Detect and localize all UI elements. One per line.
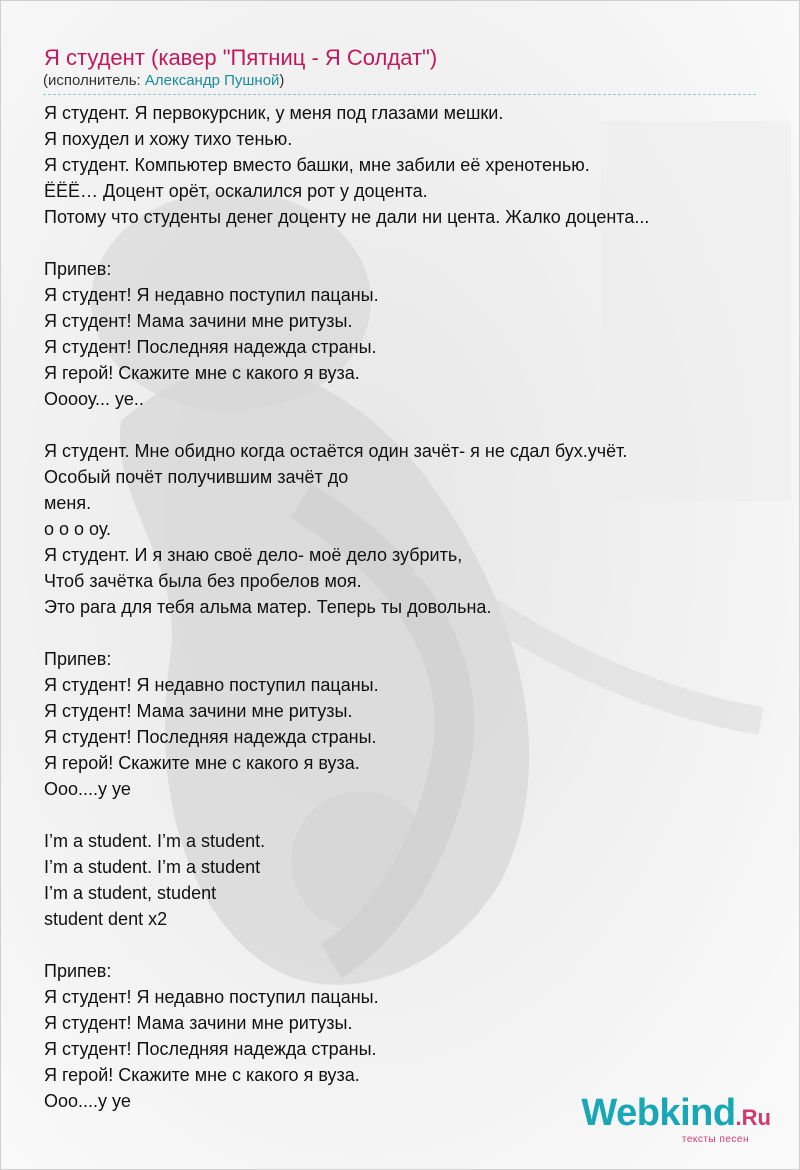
lyrics-line: Я студент! Я недавно поступил пацаны. [44,987,379,1007]
lyrics-line: Я герой! Скажите мне с какого я вуза. [44,1065,360,1085]
lyrics-line: Ооо....у уе [44,779,131,799]
lyrics-line [44,802,757,828]
lyrics-line: Я студент! Последняя надежда страны. [44,1039,377,1059]
performer-suffix: ) [279,72,285,89]
lyrics-line: Особый почёт получившим зачёт до [44,467,349,487]
lyrics-line: о о о оу. [44,519,112,539]
lyrics-line: Я студент. Я первокурсник, у меня под глазами мешки. [44,103,504,123]
lyrics-line [44,620,757,646]
lyrics-text [44,100,757,1114]
lyrics-line: student dent x2 [44,909,168,929]
logo-wordmark [581,1094,771,1137]
lyrics-line: Чтоб зачётка была без пробелов моя. [44,571,362,591]
lyrics-line [44,932,757,958]
performer-link[interactable]: Александр Пушной [144,72,280,89]
lyrics-line: меня. [44,493,92,513]
webkind-logo[interactable] [581,1094,771,1145]
logo-main-text: Webkind [581,1092,736,1134]
lyrics-line [44,412,757,438]
lyrics-line: Я студент! Я недавно поступил пацаны. [44,285,379,305]
lyrics-line: Я студент. Мне обидно когда остаётся один зачёт- я не сдал бух.учёт. [44,441,628,461]
lyrics-line: I’m a student, student [44,883,217,903]
lyrics-line: Я герой! Скажите мне с какого я вуза. [44,363,360,383]
lyrics-line: Я студент! Я недавно поступил пацаны. [44,675,379,695]
lyrics-line: Это рага для тебя альма матер. Теперь ты довольна. [44,597,492,617]
logo-tld-text: .Ru [735,1105,771,1130]
lyrics-line: Припев: [44,961,112,981]
lyrics-line: Я студент. И я знаю своё дело- моё дело зубрить, [44,545,463,565]
lyrics-line: ЁЁЁ… Доцент орёт, оскалился рот у доцента. [44,181,428,201]
lyrics-line: Потому что студенты денег доценту не дали ни цента. Жалко доцента... [44,207,650,227]
lyrics-content [1,1,799,1114]
lyrics-line: Я герой! Скажите мне с какого я вуза. [44,753,360,773]
lyrics-line: Я студент! Мама зачини мне ритузы. [44,701,353,721]
lyrics-line: Припев: [44,649,112,669]
lyrics-line: Припев: [44,259,112,279]
performer-line [43,71,756,95]
lyrics-line: Ооооу... уе.. [44,389,144,409]
lyrics-line: Я студент! Мама зачини мне ритузы. [44,1013,353,1033]
page-title: Я студент (кавер "Пятниц - Я Солдат") [44,45,438,70]
lyrics-line: Я студент! Последняя надежда страны. [44,337,377,357]
lyrics-line: I’m a student. I’m a student [44,857,261,877]
lyrics-line: Я студент. Компьютер вместо башки, мне забили её хренотенью. [44,155,590,175]
lyrics-line: I’m a student. I’m a student. [44,831,266,851]
lyrics-line: Я студент! Мама зачини мне ритузы. [44,311,353,331]
lyrics-line: Ооо....у уе [44,1091,131,1111]
lyrics-line: Я похудел и хожу тихо тенью. [44,129,293,149]
performer-prefix: (исполнитель: [43,72,145,89]
logo-subtitle: тексты песен [681,1134,749,1145]
lyrics-line: Я студент! Последняя надежда страны. [44,727,377,747]
lyrics-line [44,230,757,256]
